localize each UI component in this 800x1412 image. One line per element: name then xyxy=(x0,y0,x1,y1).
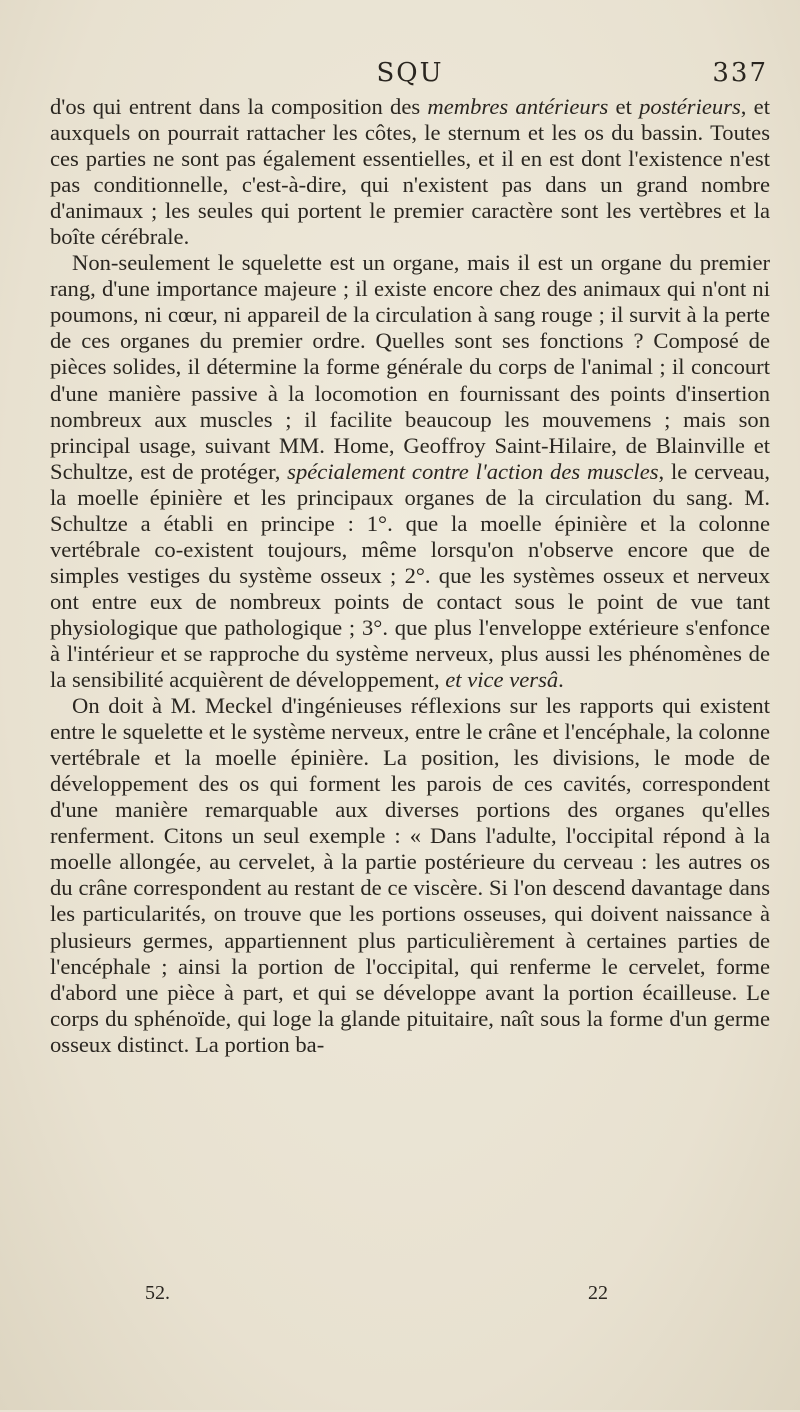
text-run: . xyxy=(558,667,564,693)
text-run: d'os qui entrent dans la composition des xyxy=(50,94,428,119)
page-footer xyxy=(0,1282,800,1412)
text-run: et xyxy=(608,94,640,119)
running-header xyxy=(50,58,770,94)
italic-run: et vice versâ xyxy=(445,667,559,693)
body-text xyxy=(50,94,770,1058)
paragraph xyxy=(50,693,770,1058)
italic-run: postérieurs xyxy=(639,94,741,119)
italic-run: membres antérieurs xyxy=(427,94,609,119)
page-number: 337 xyxy=(712,58,768,88)
paragraph xyxy=(50,94,770,250)
text-run: On doit à M. Meckel d'ingénieuses réflexions sur les rapports qui existent entre le squelette et le système nerveux, entre le crâne et l'encéphale, la colonne vertébrale et la moelle épinière. La position, les divisions, le mode de développement des os qui forment les parois de ces cavités, correspondent d'une manière remarquable aux diverses portions des organes qu'elles renferment. Citons un seul exemple : « Dans l'adulte, l'occipital répond à la moelle allongée, au cervelet, à la partie postérieure du cerveau : les autres os du crâne correspondent au restant de ce viscère. Si l'on descend davantage dans les particularités, on trouve que les portions osseuses, qui doivent naissance à plusieurs germes, appartiennent plus particulièrement à certaines parties de l'encéphale ; ainsi la portion de l'occipital, qui renferme le cervelet, forme d'abord une pièce à part, et qui se développe avant la portion écailleuse. Le corps du sphénoïde, qui loge la glande pituitaire, naît sous la forme d'un germe osseux distinct. La portion ba- xyxy=(50,693,770,1057)
running-title: SQU xyxy=(376,58,444,88)
text-run: Non-seulement le squelette est un organe, mais il est un organe du premier rang, d'une importance majeure ; il existe encore chez des animaux qui n'ont ni poumons, ni cœur, ni appareil de la circulation à sang rouge ; il survit à la perte de ces organes du premier ordre. Quelles sont ses fonctions ? Composé de pièces solides, il détermine la forme générale du corps de l'animal ; il concourt d'une manière passive à la locomotion en fournissant des points d'insertion nombreux aux muscles ; il facilite beaucoup les mouvemens ; mais son principal usage, suivant MM. Home, Geoffroy Saint-Hilaire, de Blainville et Schultze, est de protéger, xyxy=(50,250,770,484)
italic-run: spécialement contre l'action des muscles xyxy=(287,458,659,484)
signature-sheet: 22 xyxy=(588,1282,608,1304)
signature-volume: 52. xyxy=(145,1282,170,1304)
paragraph xyxy=(50,250,770,693)
text-run: , et auxquels on pourrait rattacher les côtes, le sternum et les os du bassin. Toutes ces parties ne sont pas également essentielles, et il en est dont l'existence n'est pas conditionnelle, c'est-à-dire, qui n'existent pas dans un grand nombre d'animaux ; les seules qui portent le premier caractère sont les vertèbres et la boîte cérébrale. xyxy=(50,94,770,250)
text-run: , le cerveau, la moelle épinière et les principaux organes de la circulation du sang. M. Schultze a établi en principe : 1°. que la moelle épinière et la colonne vertébrale co-existent toujours, même lorsqu'on n'observe encore que de simples vestiges du système osseux ; 2°. que les systèmes osseux et nerveux ont entre eux de nombreux points de contact sous le point de vue tant physiologique que pathologique ; 3°. que plus l'enveloppe extérieure s'enfonce à l'intérieur et se rapproche du système nerveux, plus aussi les phénomènes de la sensibilité acquièrent de développement, xyxy=(50,458,770,693)
